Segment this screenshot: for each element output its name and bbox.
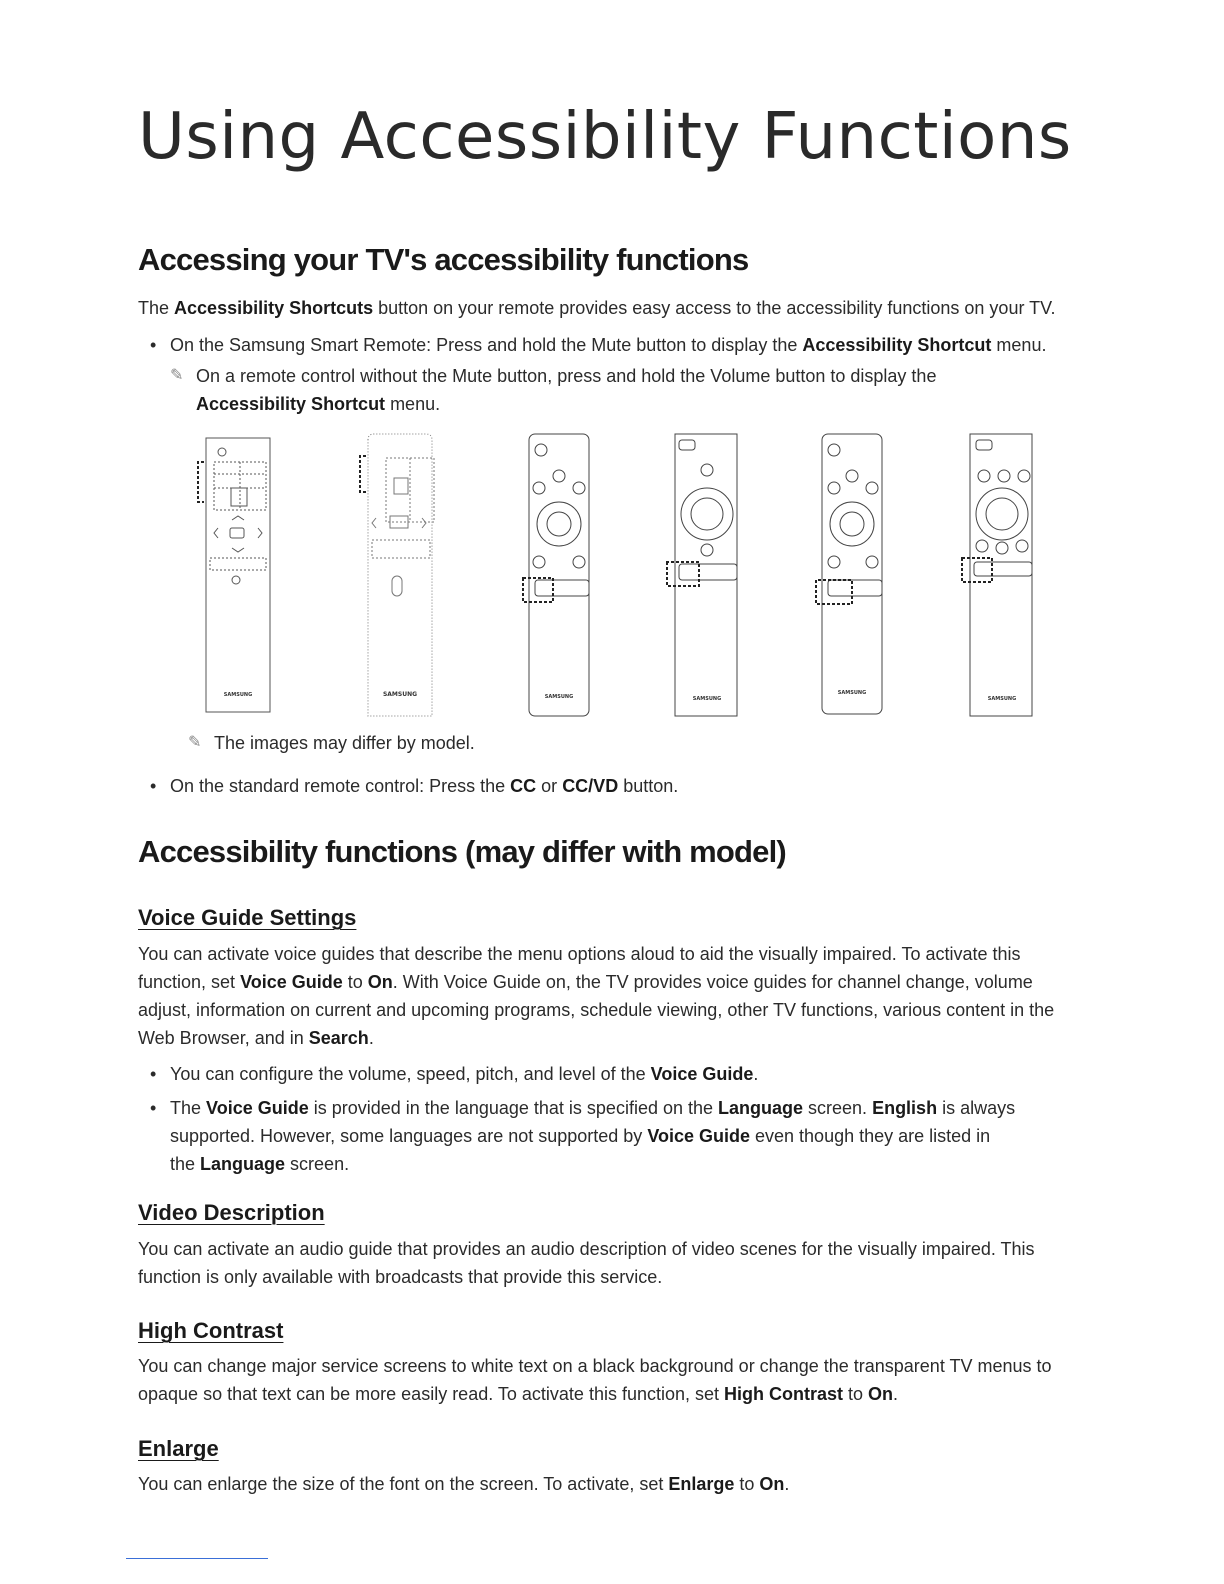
enlarge-paragraph: You can enlarge the size of the font on the screen. To activate, set Enlarge to On.	[138, 1474, 790, 1494]
bullet-dot-icon: •	[150, 335, 157, 355]
remote-brand-label: SAMSUNG	[544, 694, 574, 700]
remote-brand-label: SAMSUNG	[987, 696, 1017, 702]
subheading-voice-guide: Voice Guide Settings	[138, 905, 357, 930]
remote-brand-label: SAMSUNG	[382, 691, 418, 698]
note-images-differ: ✎ The images may differ by model.	[188, 729, 814, 757]
page-title: Using Accessibility Functions	[138, 100, 1072, 174]
remote-illustration-6	[960, 430, 1050, 720]
remote-brand-label: SAMSUNG	[692, 696, 722, 702]
pencil-note-icon: ✎	[188, 734, 202, 751]
remote-illustrations	[190, 430, 1050, 722]
subheading-high-contrast: High Contrast	[138, 1318, 284, 1343]
remote-brand-label: SAMSUNG	[223, 692, 253, 698]
remote-illustration-4	[665, 430, 755, 720]
pencil-note-icon: ✎	[170, 367, 184, 384]
remote-illustration-2	[350, 430, 450, 720]
bullet-voice-language: • The Voice Guide is provided in the language that is specified on the Language screen. English is always supported. However, some languages are not supported by Voice Guide even though they are listed in the Language screen.	[150, 1094, 1020, 1178]
bullet-standard-remote: • On the standard remote control: Press the CC or CC/VD button.	[150, 772, 1090, 800]
bullet-smart-remote: • On the Samsung Smart Remote: Press and hold the Mute button to display the Accessibility Shortcut menu.	[150, 331, 1090, 359]
section-heading-accessing: Accessing your TV's accessibility functions	[138, 242, 749, 277]
subheading-enlarge: Enlarge	[138, 1436, 219, 1461]
bullet-dot-icon: •	[150, 1064, 157, 1084]
remote-brand-label: SAMSUNG	[837, 690, 867, 696]
bullet-dot-icon: •	[150, 776, 157, 796]
subheading-video-description: Video Description	[138, 1200, 325, 1225]
footer-rule	[126, 1558, 268, 1559]
intro-paragraph: The Accessibility Shortcuts button on your remote provides easy access to the accessibility functions on your TV.	[138, 298, 1056, 318]
bullet-voice-configure: • You can configure the volume, speed, pitch, and level of the Voice Guide.	[150, 1060, 1090, 1088]
remote-illustration-5	[810, 430, 900, 720]
voice-guide-paragraph: You can activate voice guides that describe the menu options aloud to aid the visually impaired. To activate this function, set Voice Guide to On. With Voice Guide on, the TV provides voice guides for channel change, volume adjust, information on current and upcoming programs, schedule viewing, other TV functions, various content in the Web Browser, and in Search.	[138, 944, 1055, 1048]
section-heading-functions: Accessibility functions (may differ with model)	[138, 834, 786, 869]
high-contrast-paragraph: You can change major service screens to white text on a black background or change the transparent TV menus to opaque so that text can be more easily read. To activate this function, set High Contrast to On.	[138, 1356, 1052, 1404]
bullet-dot-icon: •	[150, 1098, 157, 1118]
remote-illustration-1	[190, 430, 280, 720]
remote-illustration-3	[515, 430, 605, 720]
video-description-paragraph: You can activate an audio guide that provides an audio description of video scenes for the visually impaired. This function is only available with broadcasts that provide this service.	[138, 1239, 1035, 1287]
note-volume-button: ✎ On a remote control without the Mute button, press and hold the Volume button to display the Accessibility Shortcut menu.	[170, 362, 1026, 418]
